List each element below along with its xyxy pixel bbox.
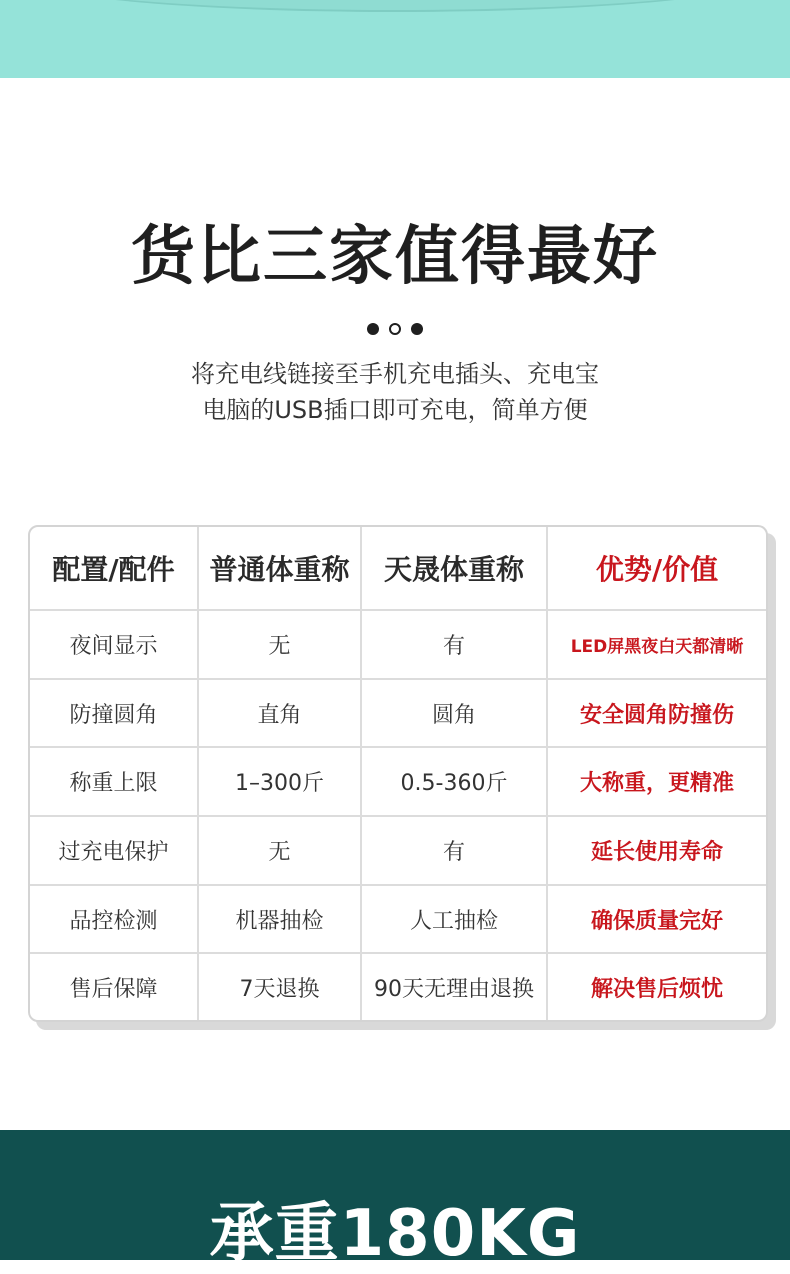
row-advantage: 确保质量完好 xyxy=(547,885,766,954)
decorative-dots xyxy=(0,323,790,335)
row-advantage: 延长使用寿命 xyxy=(547,816,766,885)
load-capacity-title: 承重180KG xyxy=(209,1197,581,1271)
row-advantage: 解决售后烦忧 xyxy=(590,976,723,1002)
row-tiansheng: 圆角 xyxy=(361,679,547,748)
row-advantage: LED屏黑夜白天都清晰 xyxy=(547,610,766,679)
row-tiansheng: 有 xyxy=(361,816,547,885)
description-line-2: 电脑的USB插口即可充电，简单方便 xyxy=(202,396,588,424)
row-tiansheng: 人工抽检 xyxy=(361,885,547,954)
top-decorative-band xyxy=(0,0,790,78)
product-edge-arc xyxy=(20,0,770,12)
row-advantage: 大称重，更精准 xyxy=(547,747,766,816)
row-tiansheng: 0.5-360斤 xyxy=(361,747,547,816)
row-ordinary: 7天退换 xyxy=(198,953,361,1020)
row-feature: 夜间显示 xyxy=(30,610,198,679)
row-feature: 品控检测 xyxy=(30,885,198,954)
header-advantage: 优势/价值 xyxy=(547,527,766,610)
row-feature: 防撞圆角 xyxy=(30,679,198,748)
row-feature: 售后保障 xyxy=(30,953,198,1020)
description xyxy=(0,356,790,428)
dot-filled-icon xyxy=(367,323,379,335)
table-row xyxy=(30,885,766,954)
table-row xyxy=(30,816,766,885)
row-ordinary: 机器抽检 xyxy=(198,885,361,954)
table-row xyxy=(30,679,766,748)
table-header-row xyxy=(30,527,766,610)
row-tiansheng: 有 xyxy=(361,610,547,679)
headline: 货比三家值得最好 xyxy=(131,220,659,294)
header-tiansheng-scale: 天晟体重称 xyxy=(361,527,547,610)
table-row xyxy=(30,747,766,816)
row-ordinary: 无 xyxy=(198,610,361,679)
dot-hollow-icon xyxy=(389,323,401,335)
row-feature: 过充电保护 xyxy=(30,816,198,885)
description-line-1: 将充电线链接至手机充电插头、充电宝 xyxy=(191,360,599,388)
row-advantage: 安全圆角防撞伤 xyxy=(547,679,766,748)
comparison-table xyxy=(28,525,768,1022)
bottom-banner xyxy=(0,1130,790,1271)
table-row xyxy=(30,610,766,679)
table-row xyxy=(30,953,766,1020)
row-ordinary: 直角 xyxy=(198,679,361,748)
header-ordinary-scale: 普通体重称 xyxy=(198,527,361,610)
row-ordinary: 无 xyxy=(198,816,361,885)
row-tiansheng: 90天无理由退换 xyxy=(361,953,547,1020)
header-config: 配置/配件 xyxy=(30,527,198,610)
dot-filled-icon xyxy=(411,323,423,335)
row-ordinary: 1–300斤 xyxy=(198,747,361,816)
row-feature: 称重上限 xyxy=(30,747,198,816)
